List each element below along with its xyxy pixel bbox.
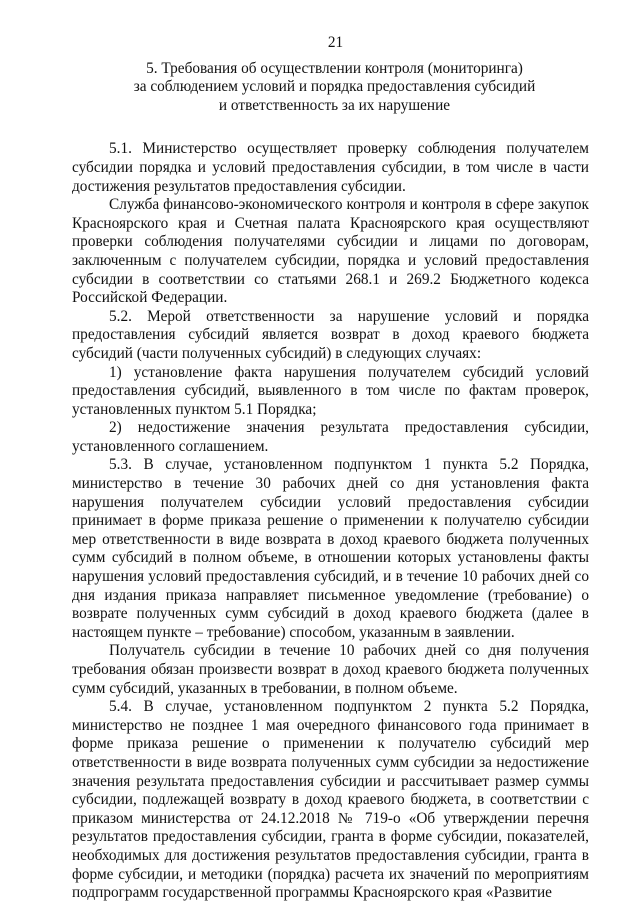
section-heading	[72, 60, 589, 116]
paragraph-5-3: 5.3. В случае, установленном подпунктом 1 пункта 5.2 Порядка, министерство в течение 30 рабочих дней со дня установления факта нарушения получателем субсидии условий предоставления субсидии принимает в форме приказа решение о применении к получателю субсидии мер ответственности в виде возврата в доход краевого бюджета полученных сумм субсидий в полном объеме, в отношении которых установлены факты нарушения условий предоставления субсидий, и в течение 10 рабочих дней со дня издания приказа направляет письменное уведомление (требование) о возврате полученных сумм субсидий в доход краевого бюджета (далее в настоящем пункте – требование) способом, указанным в заявлении.	[72, 456, 589, 641]
paragraph-5-1: 5.1. Министерство осуществляет проверку соблюдения получателем субсидии порядка и условий предоставления субсидии, в том числе в части достижения результатов предоставления субсидии.	[72, 140, 589, 195]
heading-line-1: 5. Требования об осуществлении контроля (мониторинга)	[146, 59, 523, 77]
paragraph-refund-obligation: Получатель субсидии в течение 10 рабочих дней со дня получения требования обязан произвести возврат в доход краевого бюджета полученных сумм субсидий, указанных в требовании, в полном объеме.	[72, 642, 589, 697]
paragraph-control-service: Служба финансово-экономического контроля и контроля в сфере закупок Красноярского края и Счетная палата Красноярского края осуществляют проверки соблюдения получателями субсидии и лицами по договорам, заключенным с получателем субсидии, порядка и условий предоставления субсидии в соответствии со статьями 268.1 и 269.2 Бюджетного кодекса Российской Федерации.	[72, 196, 589, 307]
paragraph-5-4: 5.4. В случае, установленном подпунктом 2 пункта 5.2 Порядка, министерство не позднее 1 мая очередного финансового года принимает в форме приказа решение о применении к получателю субсидий мер ответственности в виде возврата полученных сумм субсидии за недостижение значения результата предоставления субсидии и рассчитывает размер суммы субсидии, подлежащей возврату в доход краевого бюджета, в соответствии с приказом министерства от 24.12.2018 № 719-о «Об утверждении перечня результатов предоставления субсидии, гранта в форме субсидии, показателей, необходимых для достижения результатов предоставления субсидии, гранта в форме субсидии, и методики (порядка) расчета их значений по мероприятиям подпрограмм государственной программы Красноярского края «Развитие	[72, 698, 589, 902]
document-body	[72, 140, 589, 902]
page-number: 21	[327, 34, 344, 51]
heading-line-2: за соблюдением условий и порядка предоставления субсидий	[133, 78, 536, 96]
paragraph-5-2: 5.2. Мерой ответственности за нарушение условий и порядка предоставления субсидий является возврат в доход краевого бюджета субсидий (части полученных субсидий) в следующих случаях:	[72, 307, 589, 362]
paragraph-5-2-item-2: 2) недостижение значения результата предоставления субсидии, установленного соглашением.	[72, 419, 589, 455]
paragraph-5-2-item-1: 1) установление факта нарушения получателем субсидий условий предоставления субсидий, выявленного в том числе по фактам проверок, установленных пунктом 5.1 Порядка;	[72, 363, 589, 418]
heading-line-3: и ответственность за их нарушение	[218, 96, 451, 114]
